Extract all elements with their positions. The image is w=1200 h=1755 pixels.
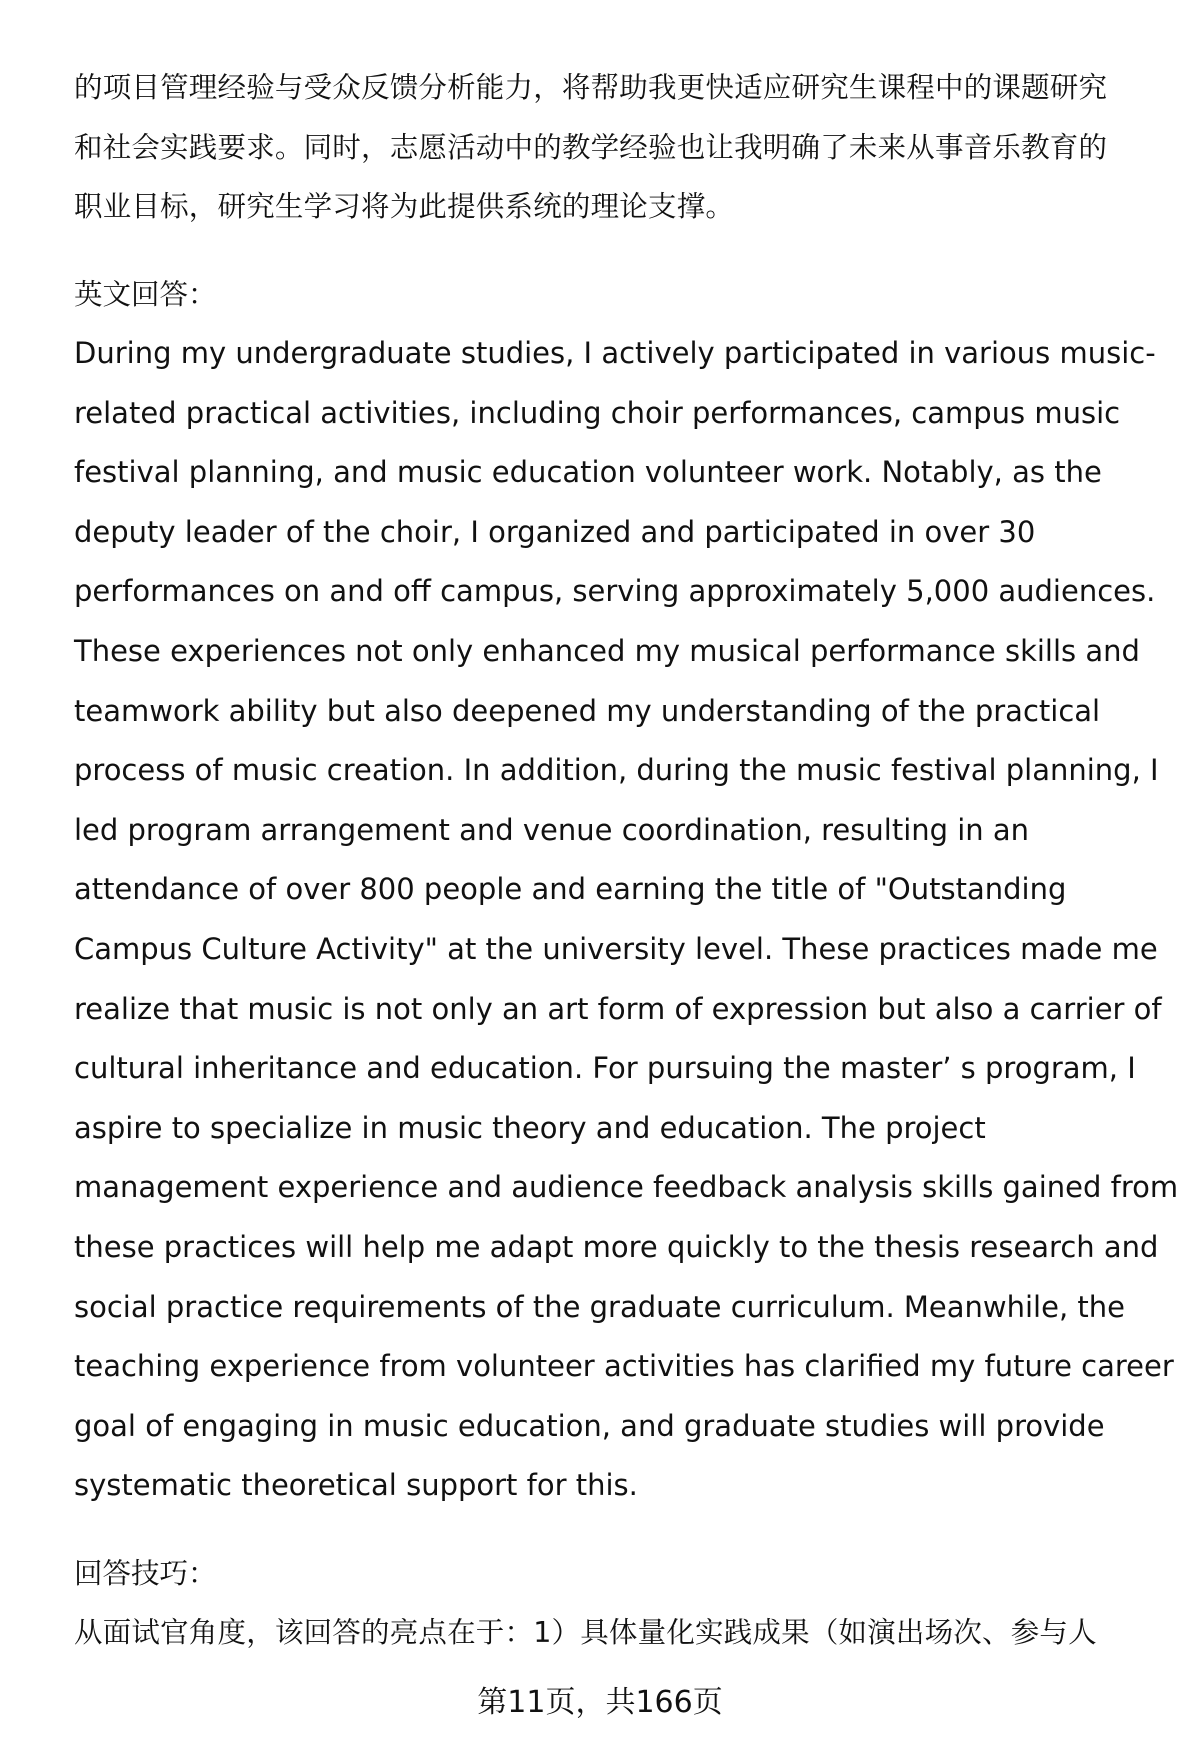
intro-paragraph (74, 58, 1154, 237)
text-line: performances on and off campus, serving approximately 5,000 audiences. (74, 574, 1156, 609)
text-line: process of music creation. In addition, during the music festival planning, I (74, 753, 1159, 788)
text-line: 职业目标，研究生学习将为此提供系统的理论支撑。 (74, 190, 735, 223)
text-line: 和社会实践要求。同时，志愿活动中的教学经验也让我明确了未来从事音乐教育的 (74, 130, 1108, 164)
page-content (74, 58, 1179, 1663)
text-line: teaching experience from volunteer activities has clarified my future career (74, 1349, 1174, 1384)
text-line: 的项目管理经验与受众反馈分析能力，将帮助我更快适应研究生课程中的课题研究 (74, 71, 1108, 104)
text-line: attendance of over 800 people and earning the title of "Outstanding (74, 872, 1067, 907)
english-answer-paragraph (74, 324, 1179, 1516)
text-line: led program arrangement and venue coordination, resulting in an (74, 812, 1030, 847)
text-line: festival planning, and music education volunteer work. Notably, as the (74, 455, 1102, 490)
english-answer-label: 英文回答： (74, 277, 217, 311)
text-line: deputy leader of the choir, I organized and participated in over 30 (74, 514, 1036, 549)
text-line: systematic theoretical support for this. (74, 1468, 638, 1503)
text-line: 从面试官角度，该回答的亮点在于：1）具体量化实践成果（如演出场次、参与人 (74, 1616, 1097, 1650)
text-line: During my undergraduate studies, I actively participated in various music- (74, 336, 1156, 370)
text-line: realize that music is not only an art form of expression but also a carrier of (74, 991, 1162, 1026)
answer-tips-label: 回答技巧： (74, 1556, 217, 1590)
text-line: management experience and audience feedback analysis skills gained from (74, 1170, 1179, 1205)
text-line: aspire to specialize in music theory and education. The project (74, 1110, 986, 1145)
text-line: related practical activities, including choir performances, campus music (74, 395, 1121, 430)
text-line: cultural inheritance and education. For pursuing the master’ s program, I (74, 1051, 1136, 1086)
page-indicator: 第11页，共166页 (477, 1685, 723, 1720)
text-line: These experiences not only enhanced my musical performance skills and (74, 633, 1140, 668)
text-line: teamwork ability but also deepened my understanding of the practical (74, 693, 1101, 728)
text-line: these practices will help me adapt more quickly to the thesis research and (74, 1229, 1159, 1264)
answer-tips-paragraph (74, 1603, 1154, 1663)
text-line: goal of engaging in music education, and graduate studies will provide (74, 1408, 1105, 1443)
text-line: social practice requirements of the graduate curriculum. Meanwhile, the (74, 1289, 1125, 1324)
text-line: Campus Culture Activity" at the university level. These practices made me (74, 931, 1158, 966)
